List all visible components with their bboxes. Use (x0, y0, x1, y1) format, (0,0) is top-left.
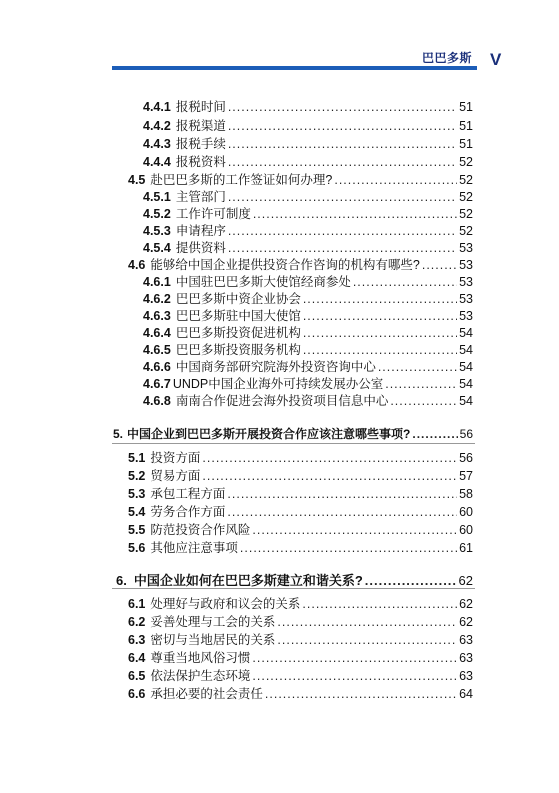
toc-page: 54 (459, 394, 473, 408)
toc-title: 中国驻巴巴多斯大使馆经商参处 (175, 275, 351, 289)
toc-page: 52 (459, 207, 473, 221)
toc-title: 中国商务部研究院海外投资咨询中心 (175, 360, 376, 374)
toc-entry[interactable] (143, 116, 473, 134)
toc-page: 53 (459, 275, 473, 289)
toc-number: 4.6.6 (143, 360, 171, 374)
toc-leader (228, 100, 457, 114)
toc-page: 62 (459, 597, 473, 611)
toc-title: 赴巴巴多斯的工作签证如何办理? (150, 173, 333, 187)
toc-leader (202, 451, 457, 465)
chapter-divider (112, 443, 475, 444)
toc-number: 4.5.4 (143, 241, 171, 255)
toc-page: 62 (458, 573, 473, 588)
toc-title: UNDP中国企业海外可持续发展办公室 (172, 377, 384, 391)
toc-title: 妥善处理与工会的关系 (150, 615, 276, 629)
toc-leader (303, 326, 457, 340)
toc-leader (303, 292, 457, 306)
toc-number: 4.5 (128, 173, 146, 187)
toc-title: 巴巴多斯投资服务机构 (175, 343, 301, 357)
toc-number: 4.4.4 (143, 155, 171, 169)
toc-leader (252, 651, 457, 665)
toc-leader (378, 360, 457, 374)
toc-leader (390, 394, 457, 408)
toc-page: 52 (459, 224, 473, 238)
toc-entry[interactable] (143, 357, 473, 375)
toc-title: 报税手续 (175, 137, 226, 151)
toc-page: 54 (459, 377, 473, 391)
toc-entry[interactable] (143, 187, 473, 205)
toc-title: 处理好与政府和议会的关系 (150, 597, 301, 611)
toc-entry[interactable] (128, 538, 473, 556)
toc-number: 4.5.3 (143, 224, 171, 238)
toc-page: 56 (459, 451, 473, 465)
toc-title: 申请程序 (175, 224, 226, 238)
toc-leader (365, 573, 457, 588)
toc-page: 56 (459, 427, 473, 441)
toc-number: 4.6.1 (143, 275, 171, 289)
toc-leader (334, 173, 457, 187)
chapter-divider (112, 588, 475, 589)
toc-leader (422, 258, 457, 272)
toc-entry[interactable] (143, 238, 473, 256)
toc-page: 60 (459, 523, 473, 537)
toc-title: 报税时间 (175, 100, 226, 114)
toc-page: 60 (459, 505, 473, 519)
toc-title: 主管部门 (175, 190, 226, 204)
toc-leader (385, 377, 457, 391)
toc-entry[interactable] (143, 391, 473, 409)
page-number: V (490, 50, 502, 69)
toc-leader (252, 523, 457, 537)
toc-leader (253, 207, 457, 221)
toc-leader (277, 615, 457, 629)
toc-number: 4.5.2 (143, 207, 171, 221)
toc-entry[interactable] (128, 170, 473, 188)
toc-entry[interactable] (143, 340, 473, 358)
toc-entry[interactable] (128, 448, 473, 466)
toc-page: 53 (459, 292, 473, 306)
toc-entry[interactable] (143, 306, 473, 324)
toc-title: 中国企业如何在巴巴多斯建立和谐关系? (133, 573, 363, 588)
toc-leader (303, 309, 457, 323)
toc-leader (240, 541, 457, 555)
toc-entry[interactable] (128, 648, 473, 666)
toc-entry[interactable] (128, 520, 473, 538)
toc-number: 4.6.3 (143, 309, 171, 323)
toc-leader (228, 137, 457, 151)
header-title: 巴巴多斯 (421, 51, 472, 65)
toc-number: 5.5 (128, 523, 146, 537)
toc-number: 4.4.2 (143, 119, 171, 133)
toc-leader (228, 224, 457, 238)
toc-entry[interactable] (143, 97, 473, 115)
toc-page: 54 (459, 360, 473, 374)
toc-leader (227, 487, 457, 501)
toc-number: 6.3 (128, 633, 146, 647)
toc-number: 6.2 (128, 615, 146, 629)
toc-title: 防范投资合作风险 (150, 523, 251, 537)
toc-number: 5.4 (128, 505, 146, 519)
toc-entry[interactable] (128, 255, 473, 273)
toc-leader (227, 505, 457, 519)
toc-number: 4.6.2 (143, 292, 171, 306)
toc-page: 54 (459, 326, 473, 340)
toc-page: 53 (459, 258, 473, 272)
toc-title: 工作许可制度 (175, 207, 251, 221)
toc-entry[interactable] (128, 466, 473, 484)
toc-page: 52 (459, 190, 473, 204)
toc-title: 巴巴多斯中资企业协会 (175, 292, 301, 306)
toc-entry[interactable] (128, 684, 473, 702)
toc-title: 提供资料 (175, 241, 226, 255)
toc-entry[interactable] (143, 374, 473, 392)
toc-leader (202, 469, 457, 483)
toc-page: 52 (459, 155, 473, 169)
toc-number: 4.6.7 (143, 377, 171, 391)
toc-entry[interactable] (128, 612, 473, 630)
toc-leader (353, 275, 457, 289)
toc-title: 南南合作促进会海外投资项目信息中心 (175, 394, 389, 408)
toc-number: 4.6.4 (143, 326, 171, 340)
toc-title: 承担必要的社会责任 (150, 687, 263, 701)
toc-number: 4.6 (128, 258, 146, 272)
toc-leader (265, 687, 457, 701)
toc-page: 58 (459, 487, 473, 501)
toc-number: 4.4.3 (143, 137, 171, 151)
toc-number: 5. (113, 427, 124, 441)
toc-page: 51 (459, 137, 473, 151)
toc-leader (252, 669, 457, 683)
toc-entry[interactable] (143, 152, 473, 170)
toc-leader (228, 190, 457, 204)
toc-entry[interactable] (128, 502, 473, 520)
toc-page: 53 (459, 309, 473, 323)
toc-title: 能够给中国企业提供投资合作咨询的机构有哪些? (150, 258, 420, 272)
toc-title: 密切与当地居民的关系 (150, 633, 276, 647)
toc-number: 6.4 (128, 651, 146, 665)
toc-leader (303, 343, 457, 357)
toc-title: 承包工程方面 (150, 487, 226, 501)
toc-title: 巴巴多斯驻中国大使馆 (175, 309, 301, 323)
toc-leader (302, 597, 457, 611)
toc-title: 尊重当地风俗习惯 (150, 651, 251, 665)
toc-leader (228, 241, 457, 255)
toc-leader (277, 633, 457, 647)
toc-entry[interactable] (128, 594, 473, 612)
toc-number: 5.6 (128, 541, 146, 555)
toc-page: 57 (459, 469, 473, 483)
toc-entry[interactable] (143, 289, 473, 307)
toc-title: 贸易方面 (150, 469, 201, 483)
toc-entry[interactable] (128, 484, 473, 502)
toc-page: 64 (459, 687, 473, 701)
toc-entry[interactable] (143, 204, 473, 222)
toc-chapter-entry[interactable] (113, 425, 473, 442)
toc-page: 53 (459, 241, 473, 255)
toc-number: 4.6.5 (143, 343, 171, 357)
toc-title: 巴巴多斯投资促进机构 (175, 326, 301, 340)
toc-page: 61 (459, 541, 473, 555)
toc-title: 中国企业到巴巴多斯开展投资合作应该注意哪些事项? (127, 427, 411, 441)
toc-page: 54 (459, 343, 473, 357)
toc-entry[interactable] (143, 221, 473, 239)
toc-title: 依法保护生态环境 (150, 669, 251, 683)
toc-entry[interactable] (128, 630, 473, 648)
toc-leader (228, 119, 457, 133)
toc-page: 63 (459, 633, 473, 647)
toc-page: 51 (459, 119, 473, 133)
toc-title: 投资方面 (150, 451, 201, 465)
toc-leader (412, 427, 457, 441)
header-rule (112, 66, 477, 70)
toc-page: 63 (459, 669, 473, 683)
toc-number: 6.6 (128, 687, 146, 701)
toc-page: 62 (459, 615, 473, 629)
toc-number: 4.4.1 (143, 100, 171, 114)
toc-number: 6.1 (128, 597, 146, 611)
toc-chapter-entry[interactable] (116, 570, 473, 589)
toc-number: 5.2 (128, 469, 146, 483)
toc-number: 6.5 (128, 669, 146, 683)
toc-page: 52 (459, 173, 473, 187)
toc-title: 劳务合作方面 (150, 505, 226, 519)
toc-page: 63 (459, 651, 473, 665)
toc-entry[interactable] (143, 323, 473, 341)
toc-title: 报税资料 (175, 155, 226, 169)
toc-entry[interactable] (128, 666, 473, 684)
toc-number: 4.5.1 (143, 190, 171, 204)
toc-leader (228, 155, 457, 169)
toc-number: 5.3 (128, 487, 146, 501)
toc-title: 其他应注意事项 (150, 541, 238, 555)
toc-number: 4.6.8 (143, 394, 171, 408)
toc-entry[interactable] (143, 272, 473, 290)
toc-number: 6. (116, 573, 127, 588)
toc-number: 5.1 (128, 451, 146, 465)
toc-title: 报税渠道 (175, 119, 226, 133)
toc-entry[interactable] (143, 134, 473, 152)
toc-page: 51 (459, 100, 473, 114)
